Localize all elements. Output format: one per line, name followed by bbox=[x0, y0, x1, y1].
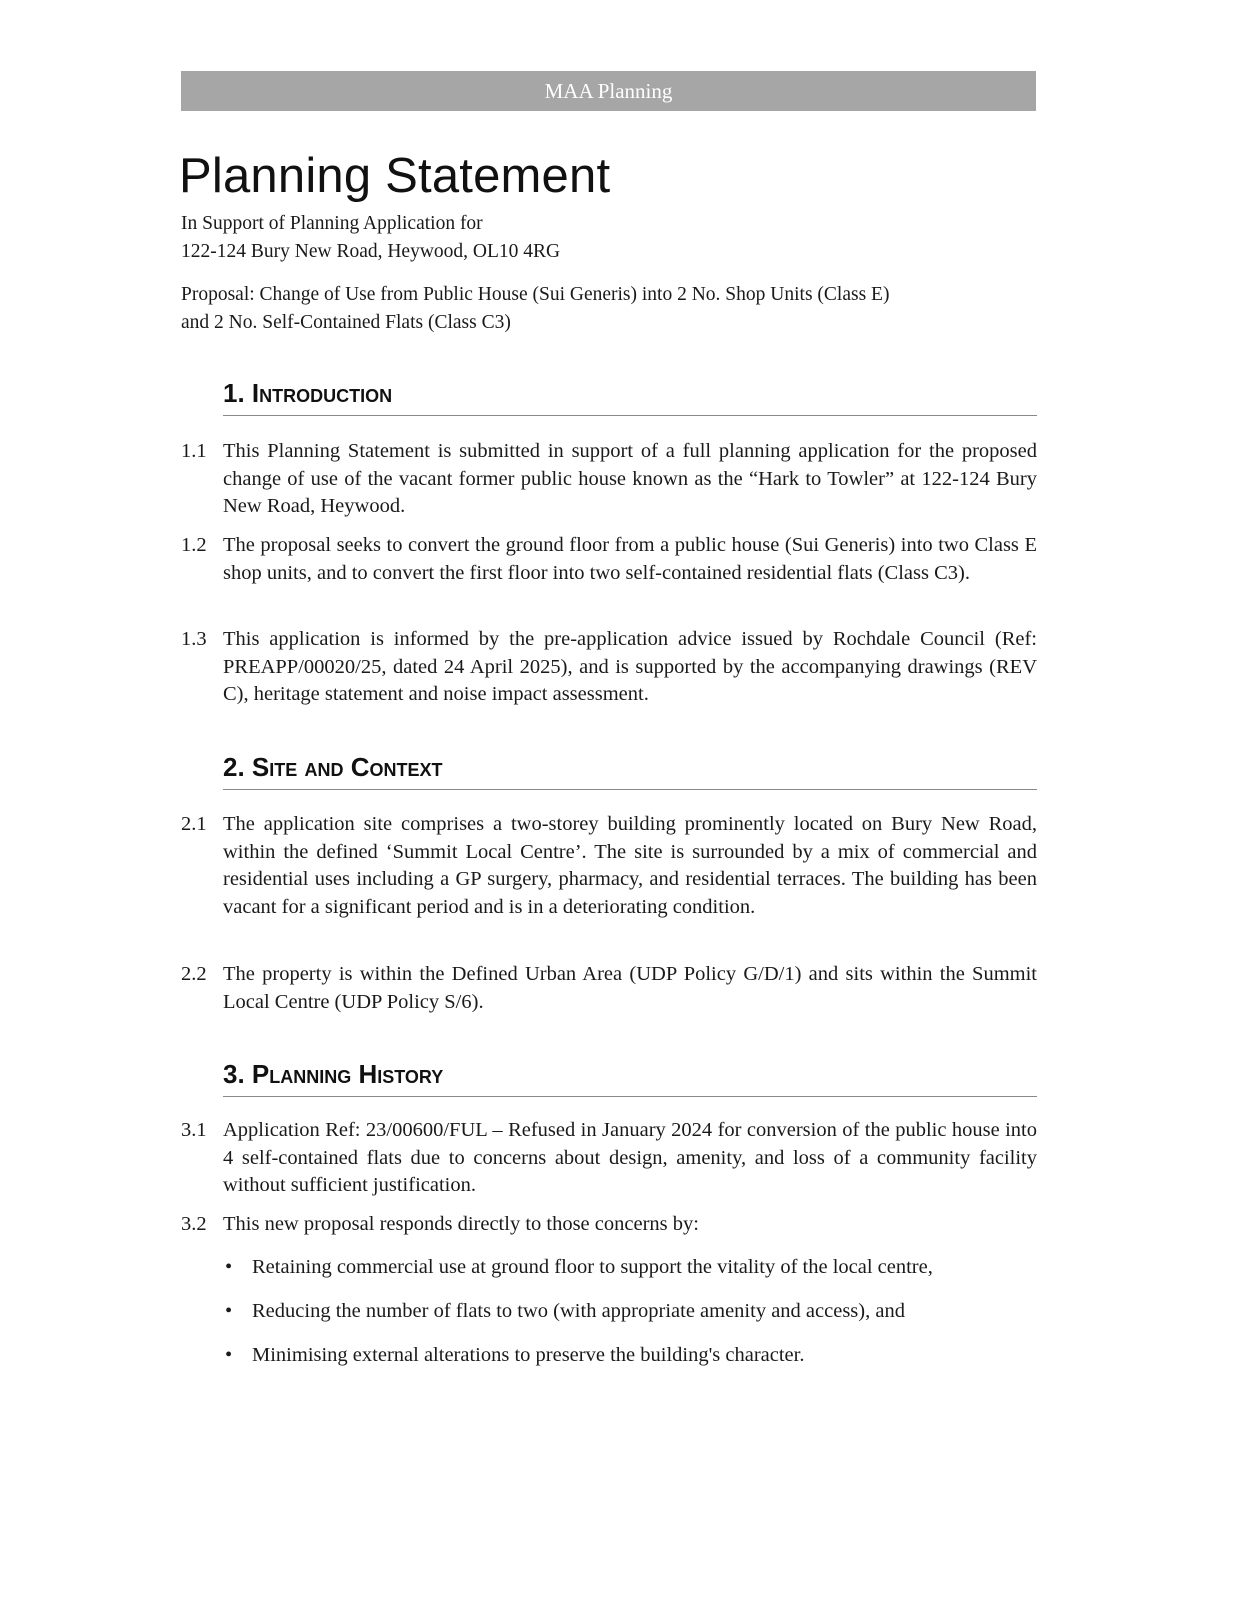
section-heading-introduction bbox=[223, 378, 1037, 416]
section-title: Site and Context bbox=[251, 752, 443, 782]
paragraph-number: 2.2 bbox=[181, 963, 207, 985]
section-number: 1. bbox=[223, 378, 245, 408]
paragraph-number: 3.2 bbox=[181, 1213, 207, 1235]
paragraph-1-2 bbox=[181, 532, 1037, 587]
paragraph-text: This Planning Statement is submitted in support of a full planning application for the proposed change of use of the vacant former public house known as the “Hark to Towler” at 122-124 Bury New Road, Heywood. bbox=[223, 440, 1037, 517]
paragraph-text: This application is informed by the pre-application advice issued by Rochdale Council (Ref: PREAPP/00020/25, dated 24 April 2025), and is supported by the accompanying drawings (REV C), heritage statement and noise impact assessment. bbox=[223, 628, 1037, 705]
section-number: 2. bbox=[223, 752, 245, 782]
paragraph-text: Application Ref: 23/00600/FUL – Refused in January 2024 for conversion of the public house into 4 self-contained flats due to concerns about design, amenity, and loss of a community facility without sufficient justification. bbox=[223, 1119, 1037, 1196]
paragraph-1-3 bbox=[181, 626, 1037, 709]
paragraph-text: This new proposal responds directly to those concerns by: bbox=[223, 1213, 699, 1235]
paragraph-number: 1.1 bbox=[181, 440, 207, 462]
subtitle-line-1: In Support of Planning Application for bbox=[181, 213, 483, 234]
list-item bbox=[225, 1342, 1035, 1369]
list-item bbox=[225, 1254, 1035, 1281]
paragraph-text: The proposal seeks to convert the ground floor from a public house (Sui Generis) into two Class E shop units, and to convert the first floor into two self-contained residential flats (Class C3). bbox=[223, 534, 1037, 584]
proposal-line-2: and 2 No. Self-Contained Flats (Class C3) bbox=[181, 312, 511, 333]
section-title: Planning History bbox=[251, 1059, 444, 1089]
bullet-icon: • bbox=[225, 1256, 233, 1278]
proposal-line-1: Proposal: Change of Use from Public House (Sui Generis) into 2 No. Shop Units (Class E) bbox=[181, 284, 890, 305]
paragraph-text: The application site comprises a two-storey building prominently located on Bury New Road, within the defined ‘Summit Local Centre’. The site is surrounded by a mix of commercial and residential uses including a GP surgery, pharmacy, and residential terraces. The building has been vacant for a significant period and is in a deteriorating condition. bbox=[223, 813, 1037, 918]
subtitle-line-2: 122-124 Bury New Road, Heywood, OL10 4RG bbox=[181, 241, 561, 262]
list-item-text: Minimising external alterations to preserve the building's character. bbox=[252, 1344, 805, 1366]
paragraph-3-2 bbox=[181, 1211, 1037, 1239]
list-item-text: Retaining commercial use at ground floor to support the vitality of the local centre, bbox=[252, 1256, 933, 1278]
section-heading-site-and-context bbox=[223, 752, 1037, 790]
document-title: Planning Statement bbox=[179, 149, 611, 203]
paragraph-3-1 bbox=[181, 1117, 1037, 1200]
running-header bbox=[181, 71, 1036, 111]
paragraph-text: The property is within the Defined Urban Area (UDP Policy G/D/1) and sits within the Summit Local Centre (UDP Policy S/6). bbox=[223, 963, 1037, 1013]
section-number: 3. bbox=[223, 1059, 245, 1089]
list-item-text: Reducing the number of flats to two (with appropriate amenity and access), and bbox=[252, 1300, 905, 1322]
section-title: Introduction bbox=[251, 378, 393, 408]
paragraph-number: 1.2 bbox=[181, 534, 207, 556]
paragraph-number: 2.1 bbox=[181, 813, 207, 835]
paragraph-number: 1.3 bbox=[181, 628, 207, 650]
list-item bbox=[225, 1298, 1035, 1325]
header-label: MAA Planning bbox=[544, 78, 673, 103]
section-heading-planning-history bbox=[223, 1059, 1037, 1097]
paragraph-number: 3.1 bbox=[181, 1119, 207, 1141]
bullet-icon: • bbox=[225, 1344, 233, 1366]
paragraph-2-2 bbox=[181, 961, 1037, 1016]
bullet-icon: • bbox=[225, 1300, 233, 1322]
paragraph-1-1 bbox=[181, 438, 1037, 521]
paragraph-2-1 bbox=[181, 811, 1037, 921]
